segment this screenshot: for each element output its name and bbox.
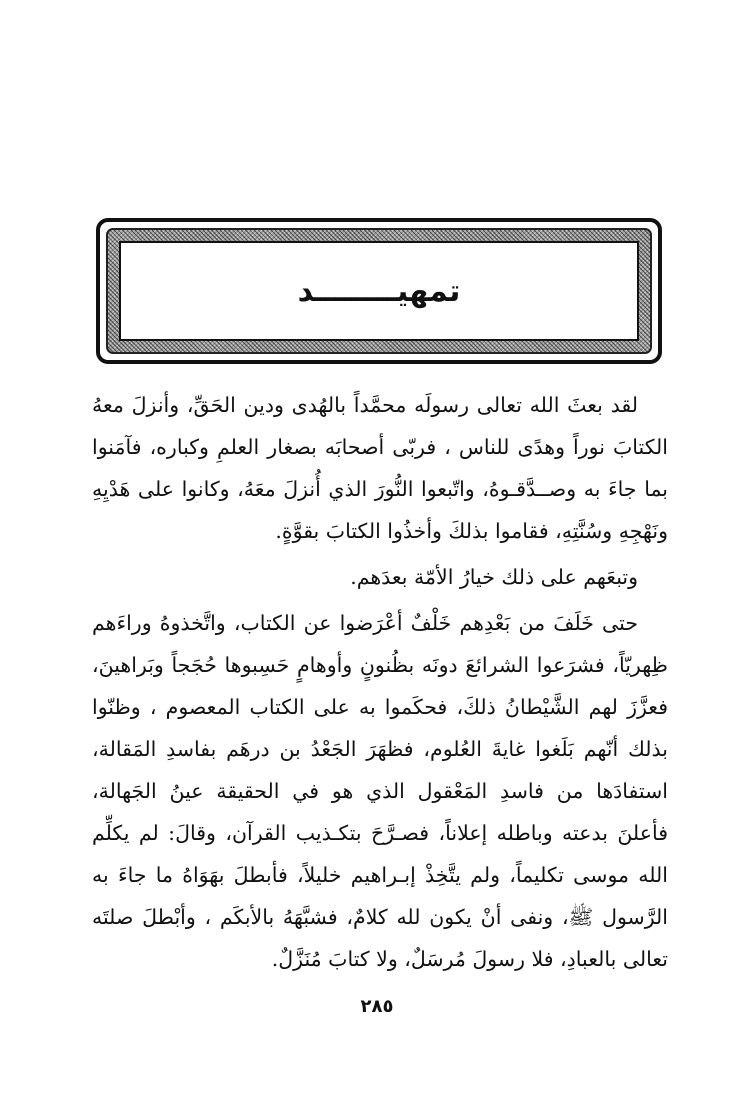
- paragraph-1: لقد بعثَ الله تعالى رسولَه محمَّداً بالهُدى ودين الحَقِّ، وأنزلَ معهُ الكتابَ نوراً وهدًى للناس ، فربّى أصحابَه بصغار العلمِ وكباره، فآمَنوا بما جاءَ به وصــدَّقـوهُ، واتّبعوا النُّورَ الذي أُنزلَ معَهُ، وكانوا على هَدْيِهِ ونَهْجِهِ وسُنَّتِهِ، فقاموا بذلكَ وأخذُوا الكتابَ بقوَّةٍ.: [92, 393, 668, 543]
- paragraph-3: حتى خَلَفَ من بَعْدِهم خَلْفٌ أعْرَضوا عن الكتاب، واتَّخذوهُ وراءَهم ظِهريّاً، فشرَعوا الشرائعَ دونَه بظُنونٍ وأوهامٍ حَسِبوها حُجَجاً وبَراهينَ، فعزَّزَ لهم الشَّيْطانُ ذلكَ، فحكَموا به على الكتاب المعصوم ، وظنّوا بذلك أنّهم بَلَغوا غايةَ العُلوم، فظهَرَ الجَعْدُ بن درهَم بفاسدِ المَقالة، استفادَها من فاسدِ المَعْقول الذي هو في الحقيقة عينُ الجَهالة، فأعلنَ بدعته وباطله إعلاناً، فصـرَّحَ بتكـذيب القرآن، وقالَ: لم يكلِّم الله موسى تكليماً، ولم يتَّخِذْ إبـراهيم خليلاً، فأبطلَ بهَوَاهُ ما جاءَ به الرَّسول ﷺ، ونفى أنْ يكون لله كلامٌ، فشبَّهَهُ بالأبكَم ، وأبْطلَ صلتَه تعالى بالعبادِ، فلا رسولَ مُرسَلٌ، ولا كتابَ مُنَزَّلٌ.: [92, 611, 668, 971]
- heading-frame: [96, 218, 662, 364]
- section-heading: تمهيــــــــد: [297, 273, 461, 309]
- page-number: ٢٨٥: [360, 996, 394, 1017]
- paragraph-2: وتبعَهم على ذلك خيارُ الأمّة بعدَهم.: [350, 565, 638, 589]
- body-text: [92, 384, 668, 984]
- heading-ornament-border: [106, 228, 652, 354]
- heading-box: [119, 241, 639, 341]
